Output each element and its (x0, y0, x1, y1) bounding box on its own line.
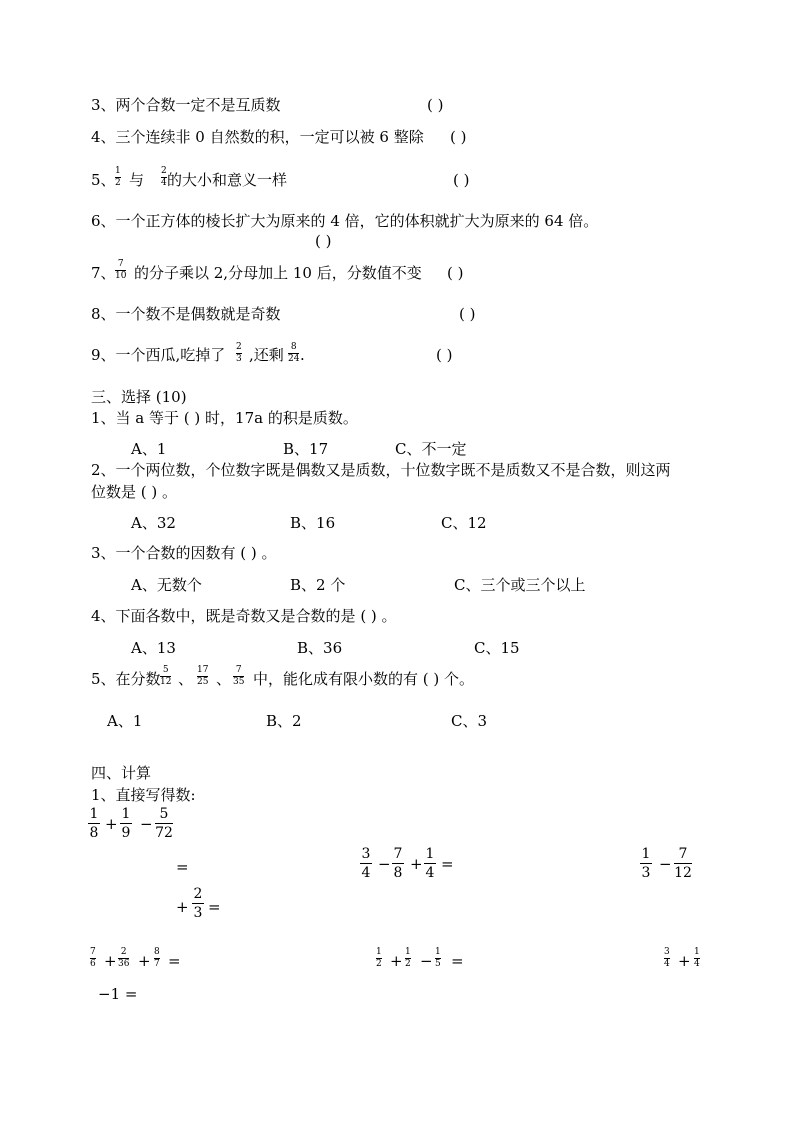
numerator: 1 (405, 947, 411, 957)
calc-e5-op-2: − (420, 952, 433, 970)
judge-q4-text: 4、三个连续非 0 自然数的积，一定可以被 6 整除 (91, 128, 424, 146)
denominator: 12 (674, 865, 692, 881)
denominator: 10 (115, 271, 127, 281)
denominator: 9 (121, 825, 131, 841)
judge-q6-text: 6、一个正方体的棱长扩大为原来的 4 倍，它的体积就扩大为原来的 64 倍。 (91, 212, 599, 230)
judge-q3-text: 3、两个合数一定不是互质数 (91, 96, 281, 114)
numerator: 2 (161, 166, 167, 176)
judge-q9-fraction-2 (288, 343, 299, 364)
calc-e2-fraction-1 (360, 847, 372, 880)
denominator: 35 (233, 677, 245, 687)
calc-e5-fraction-1 (376, 948, 382, 969)
denominator: 24 (288, 354, 300, 364)
choice-q5-fraction-1 (160, 666, 171, 687)
judge-q8-answer-blank[interactable]: ( ) (459, 305, 476, 323)
numerator: 2 (120, 947, 127, 957)
judge-q6-answer-blank[interactable]: ( ) (315, 232, 332, 250)
denominator: 25 (197, 677, 209, 687)
numerator: 7 (90, 947, 96, 957)
section-3-title: 三、选择 (10) (91, 388, 187, 406)
calc-e1-equals: = (176, 858, 189, 876)
denominator: 4 (425, 865, 435, 881)
numerator: 1 (435, 947, 441, 957)
numerator: 1 (121, 806, 131, 822)
denominator: 72 (155, 825, 173, 841)
choice-q5-sep-1: 、 (178, 670, 194, 688)
denominator: 4 (161, 178, 167, 188)
calc-e6-fraction-1 (664, 948, 670, 969)
denominator: 7 (154, 959, 160, 969)
calc-e2-op-1: − (378, 855, 391, 873)
judge-q5-fraction-2 (161, 167, 167, 188)
calc-e6-op-1: + (678, 952, 691, 970)
denominator: 8 (89, 825, 99, 841)
section-4-title: 四、计算 (91, 764, 152, 782)
denominator: 2 (405, 959, 411, 969)
denominator: 4 (361, 865, 371, 881)
calc-e4-fraction-3 (154, 948, 160, 969)
denominator: 3 (193, 905, 203, 921)
choice-q2-option-b[interactable]: B、16 (290, 514, 336, 532)
numerator: 7 (393, 846, 403, 862)
numerator: 2 (236, 342, 242, 352)
choice-q5-sep-2: 、 (216, 670, 232, 688)
calc-e2-equals: = (441, 855, 454, 873)
choice-q5-fraction-2 (197, 666, 208, 687)
calc-e3-op-1: − (659, 855, 672, 873)
calc-e6-continuation: −1 = (98, 985, 138, 1003)
choice-q4-option-c[interactable]: C、15 (474, 639, 520, 657)
judge-q7-answer-blank[interactable]: ( ) (447, 264, 464, 282)
numerator: 1 (376, 947, 382, 957)
calc-e2-fraction-2 (392, 847, 404, 880)
calc-e4-fraction-2 (118, 948, 129, 969)
numerator: 7 (235, 665, 242, 675)
denominator: 36 (118, 959, 130, 969)
denominator: 4 (664, 959, 670, 969)
calc-e2-op-2: + (410, 855, 423, 873)
judge-q5-prefix: 5、 (91, 171, 116, 189)
numerator: 5 (162, 665, 169, 675)
denominator: 8 (393, 865, 403, 881)
calc-e1-cont-op: + (176, 898, 189, 916)
calc-e5-fraction-3 (435, 948, 441, 969)
numerator: 1 (641, 846, 651, 862)
numerator: 1 (694, 947, 700, 957)
choice-q5-option-c[interactable]: C、3 (451, 712, 488, 730)
numerator: 2 (193, 886, 203, 902)
denominator: 2 (376, 959, 382, 969)
judge-q9-prefix: 9、一个西瓜,吃掉了 (91, 346, 226, 364)
denominator: 3 (641, 865, 651, 881)
calc-e3-fraction-2 (674, 847, 692, 880)
numerator: 1 (115, 166, 121, 176)
denominator: 6 (90, 959, 96, 969)
choice-q2-option-a[interactable]: A、32 (131, 514, 176, 532)
denominator: 5 (435, 959, 441, 969)
calc-e3-fraction-1 (640, 847, 652, 880)
calc-e1-cont-equals: = (208, 898, 221, 916)
calc-e1-fraction-4 (192, 887, 204, 920)
numerator: 1 (89, 806, 99, 822)
choice-q3-option-b[interactable]: B、2 个 (290, 576, 346, 594)
choice-q4-option-a[interactable]: A、13 (131, 639, 176, 657)
choice-q1-option-c[interactable]: C、不一定 (395, 440, 467, 458)
judge-q9-answer-blank[interactable]: ( ) (436, 346, 453, 364)
choice-q3-option-c[interactable]: C、三个或三个以上 (454, 576, 586, 594)
calc-e2-fraction-3 (424, 847, 436, 880)
choice-q3-text: 3、一个合数的因数有 ( ) 。 (91, 544, 277, 562)
choice-q4-text: 4、下面各数中，既是奇数又是合数的是 ( ) 。 (91, 607, 397, 625)
choice-q1-text: 1、当 a 等于 ( ) 时，17a 的积是质数。 (91, 409, 358, 427)
choice-q5-option-a[interactable]: A、1 (107, 712, 143, 730)
numerator: 17 (197, 665, 209, 675)
calc-e5-op-1: + (390, 952, 403, 970)
choice-q1-option-a[interactable]: A、1 (131, 440, 167, 458)
calc-e5-equals: = (451, 952, 464, 970)
choice-q2-line2: 位数是 ( ) 。 (91, 483, 178, 501)
judge-q7-fraction (115, 260, 126, 281)
choice-q3-option-a[interactable]: A、无数个 (131, 576, 202, 594)
choice-q2-option-c[interactable]: C、12 (441, 514, 487, 532)
calc-e1-fraction-3 (155, 807, 173, 840)
calc-e1-fraction-2 (120, 807, 132, 840)
judge-q9-fraction-1 (236, 343, 242, 364)
numerator: 5 (159, 806, 169, 822)
denominator: 3 (236, 354, 242, 364)
calc-e4-op-1: + (104, 952, 117, 970)
numerator: 3 (664, 947, 670, 957)
denominator: 4 (694, 959, 700, 969)
calc-e5-fraction-2 (405, 948, 411, 969)
judge-q3-answer-blank[interactable]: ( ) (427, 96, 444, 114)
judge-q4-answer-blank[interactable]: ( ) (450, 128, 467, 146)
section-4-subtitle: 1、直接写得数: (91, 786, 196, 804)
judge-q9-mid: ,还剩 (249, 346, 284, 364)
calc-e4-fraction-1 (90, 948, 96, 969)
denominator: 2 (115, 178, 121, 188)
numerator: 8 (154, 947, 160, 957)
numerator: 3 (361, 846, 371, 862)
numerator: 7 (678, 846, 688, 862)
choice-q5-suffix: 中，能化成有限小数的有 ( ) 个。 (253, 670, 475, 688)
calc-e4-op-2: + (138, 952, 151, 970)
choice-q5-fraction-3 (233, 666, 244, 687)
choice-q2-line1: 2、一个两位数，个位数字既是偶数又是质数，十位数字既不是质数又不是合数，则这两 (91, 461, 671, 479)
choice-q4-option-b[interactable]: B、36 (297, 639, 343, 657)
denominator: 12 (160, 677, 172, 687)
judge-q5-suffix: 的大小和意义一样 (167, 171, 288, 189)
calc-e6-fraction-2 (694, 948, 700, 969)
calc-e4-equals: = (168, 952, 181, 970)
judge-q9-end: . (300, 346, 305, 364)
calc-e1-op-1: + (105, 815, 118, 833)
calc-e1-op-2: − (140, 815, 153, 833)
judge-q8-text: 8、一个数不是偶数就是奇数 (91, 305, 281, 323)
judge-q7-suffix: 的分子乘以 2,分母加上 10 后，分数值不变 (134, 264, 422, 282)
judge-q5-fraction-1 (115, 167, 121, 188)
choice-q5-option-b[interactable]: B、2 (266, 712, 302, 730)
numerator: 7 (117, 259, 124, 269)
choice-q1-option-b[interactable]: B、17 (283, 440, 329, 458)
judge-q5-mid: 与 (129, 171, 145, 189)
choice-q5-prefix: 5、在分数 (91, 670, 161, 688)
calc-e1-fraction-1 (88, 807, 100, 840)
judge-q7-prefix: 7、 (91, 264, 116, 282)
judge-q5-answer-blank[interactable]: ( ) (453, 171, 470, 189)
numerator: 1 (425, 846, 435, 862)
numerator: 8 (290, 342, 297, 352)
